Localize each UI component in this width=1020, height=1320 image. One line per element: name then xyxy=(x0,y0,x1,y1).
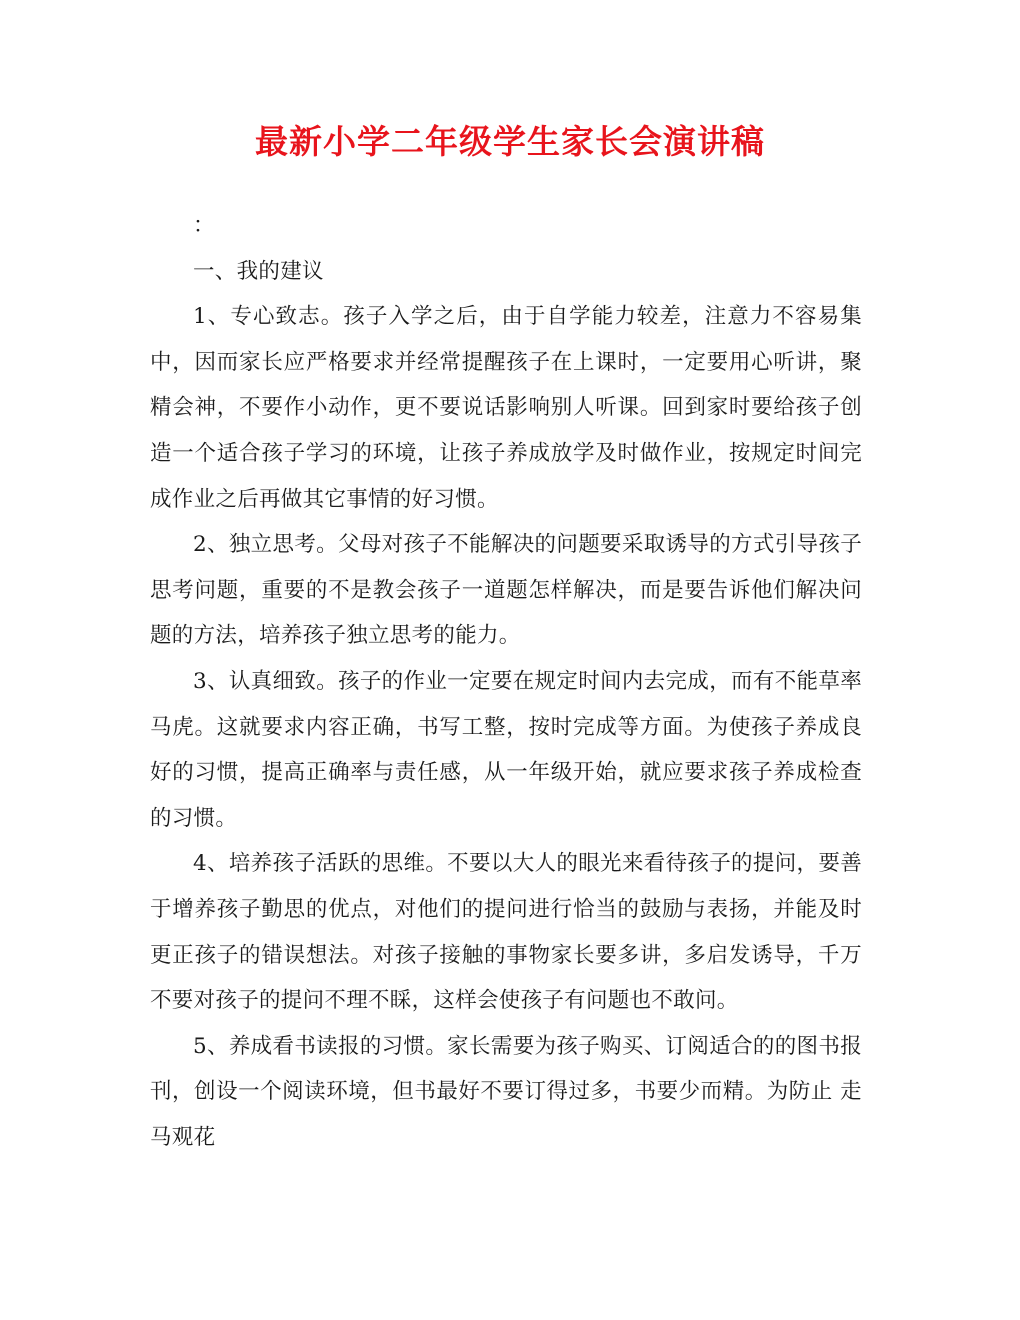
paragraph-3: 3、认真细致。孩子的作业一定要在规定时间内去完成，而有不能草率马虎。这就要求内容正确，书写工整，按时完成等方面。为使孩子养成良好的习惯，提高正确率与责任感，从一年级开始，就应要求孩子养成检查的习惯。 xyxy=(150,668,862,831)
paragraph-2: 2、独立思考。父母对孩子不能解决的问题要采取诱导的方式引导孩子思考问题，重要的不是教会孩子一道题怎样解决，而是要告诉他们解决问题的方法，培养孩子独立思考的能力。 xyxy=(150,532,862,649)
section-heading: 一、我的建议 xyxy=(193,258,324,284)
paragraph-salutation: ： xyxy=(193,213,215,238)
document-body xyxy=(150,203,862,1160)
document-title: 最新小学二年级学生家长会演讲稿 xyxy=(255,122,765,161)
paragraph-4: 4、培养孩子活跃的思维。不要以大人的眼光来看待孩子的提问，要善于增养孩子勤思的优点，对他们的提问进行恰当的鼓励与表扬，并能及时更正孩子的错误想法。对孩子接触的事物家长要多讲，多启发诱导，千万不要对孩子的提问不理不睬，这样会使孩子有问题也不敢问。 xyxy=(150,851,862,1014)
paragraph-1: 1、专心致志。孩子入学之后，由于自学能力较差，注意力不容易集中，因而家长应严格要求并经常提醒孩子在上课时，一定要用心听讲，聚精会神，不要作小动作，更不要说话影响别人听课。回到家时要给孩子创造一个适合孩子学习的环境，让孩子养成放学及时做作业，按规定时间完成作业之后再做其它事情的好习惯。 xyxy=(150,304,862,512)
paragraph-5: 5、养成看书读报的习惯。家长需要为孩子购买、订阅适合的的图书报刊，创设一个阅读环境，但书最好不要订得过多，书要少而精。为防止 走马观花 xyxy=(150,1033,862,1150)
